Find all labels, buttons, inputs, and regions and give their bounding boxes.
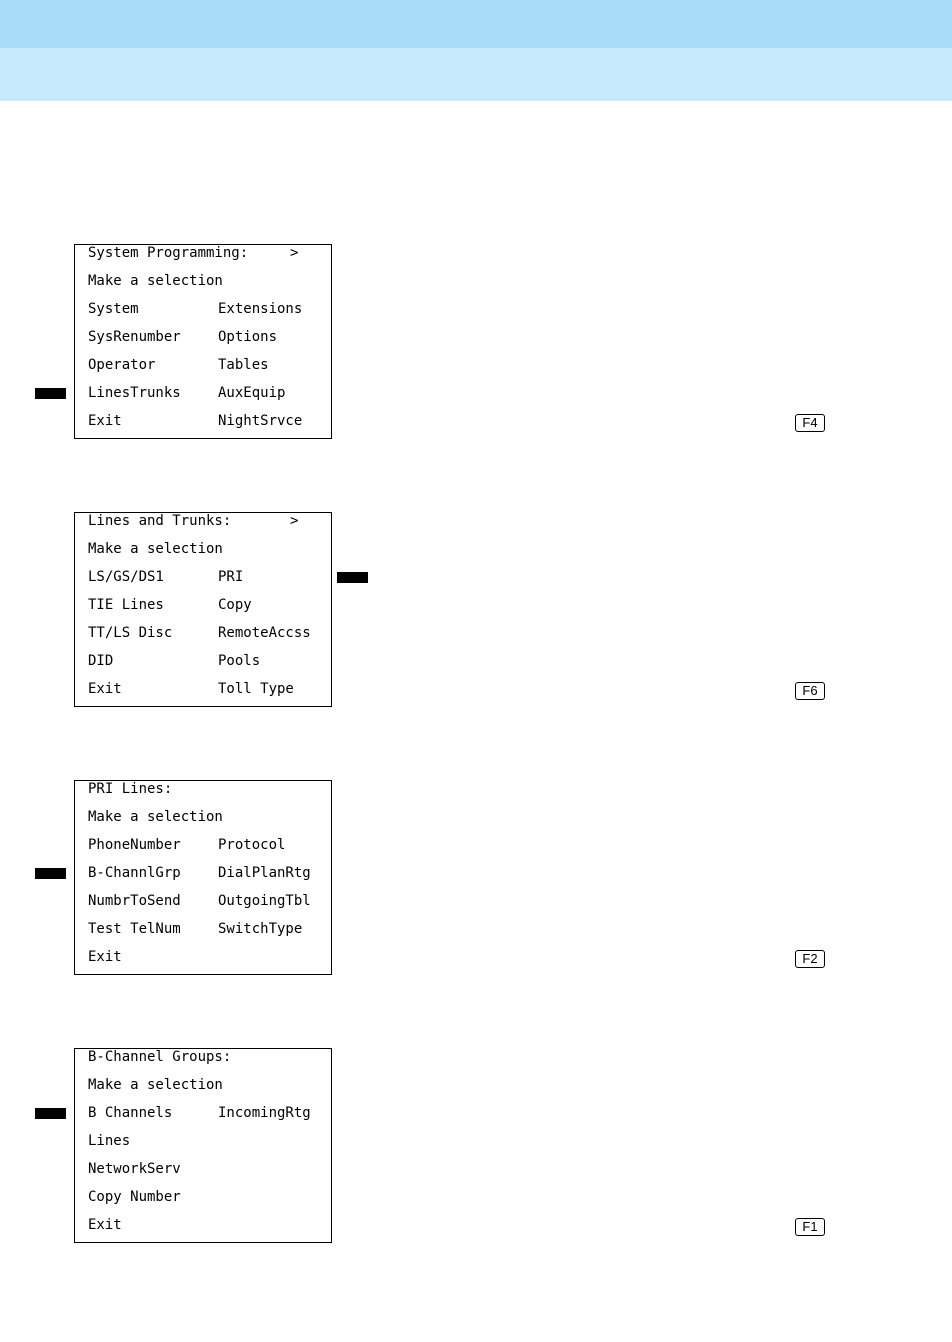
function-key-f4[interactable]: F4	[795, 414, 825, 432]
menu-item-auxequip[interactable]: AuxEquip	[218, 385, 286, 401]
menu-item-switchtype[interactable]: SwitchType	[218, 921, 303, 937]
screen-title-row	[88, 513, 299, 541]
menu-row	[88, 1161, 181, 1189]
menu-item-networkserv[interactable]: NetworkServ	[88, 1161, 181, 1177]
screen-prompt: Make a selection	[88, 541, 223, 557]
menu-row	[88, 597, 252, 625]
screen-title: Lines and Trunks:	[88, 513, 232, 529]
menu-item-toll-type[interactable]: Toll Type	[218, 681, 294, 697]
menu-item-phonenumber[interactable]: PhoneNumber	[88, 837, 181, 853]
menu-item-copy-number[interactable]: Copy Number	[88, 1189, 181, 1205]
menu-row	[88, 329, 278, 357]
menu-item-tables[interactable]: Tables	[218, 357, 269, 373]
menu-row	[88, 653, 261, 681]
menu-item-system[interactable]: System	[88, 301, 139, 317]
menu-item-test-telnum[interactable]: Test TelNum	[88, 921, 181, 937]
screen-title: System Programming:	[88, 245, 249, 261]
prompt-row	[88, 273, 223, 301]
screen-prompt: Make a selection	[88, 273, 223, 289]
menu-row	[88, 1189, 181, 1217]
header-band-top	[0, 0, 952, 48]
more-arrow: >	[290, 513, 299, 529]
menu-item-extensions[interactable]: Extensions	[218, 301, 303, 317]
screen-title-row	[88, 781, 173, 809]
screen-title: PRI Lines:	[88, 781, 173, 797]
menu-item-lines[interactable]: Lines	[88, 1133, 131, 1149]
menu-row	[88, 357, 269, 385]
screen-title: B-Channel Groups:	[88, 1049, 232, 1065]
menu-item-outgoingtbl[interactable]: OutgoingTbl	[218, 893, 311, 909]
menu-row	[88, 625, 311, 653]
menu-item-protocol[interactable]: Protocol	[218, 837, 286, 853]
screen-title-row	[88, 245, 299, 273]
selection-indicator-bar	[35, 388, 66, 399]
menu-row	[88, 1133, 131, 1161]
menu-item-sysrenumber[interactable]: SysRenumber	[88, 329, 181, 345]
menu-item-operator[interactable]: Operator	[88, 357, 156, 373]
prompt-row	[88, 541, 223, 569]
display-screen-pri-lines	[74, 780, 332, 975]
prompt-row	[88, 1077, 223, 1105]
function-key-f2[interactable]: F2	[795, 950, 825, 968]
function-key-f1[interactable]: F1	[795, 1218, 825, 1236]
menu-item-dialplanrtg[interactable]: DialPlanRtg	[218, 865, 311, 881]
menu-row	[88, 949, 122, 977]
menu-item-ls-gs-ds1[interactable]: LS/GS/DS1	[88, 569, 164, 585]
menu-row	[88, 681, 294, 709]
menu-row	[88, 837, 286, 865]
menu-item-exit[interactable]: Exit	[88, 681, 122, 697]
more-arrow: >	[290, 245, 299, 261]
menu-item-exit[interactable]: Exit	[88, 1217, 122, 1233]
menu-item-did[interactable]: DID	[88, 653, 114, 669]
menu-row	[88, 569, 244, 597]
menu-row	[88, 1217, 122, 1245]
selection-indicator-bar	[35, 868, 66, 879]
screen-title-row	[88, 1049, 232, 1077]
menu-item-exit[interactable]: Exit	[88, 413, 122, 429]
display-screen-b-channel-groups	[74, 1048, 332, 1243]
selection-indicator-bar	[35, 1108, 66, 1119]
menu-item-pools[interactable]: Pools	[218, 653, 261, 669]
menu-item-b-channels[interactable]: B Channels	[88, 1105, 173, 1121]
menu-row	[88, 893, 311, 921]
display-screen-system-programming	[74, 244, 332, 439]
menu-row	[88, 865, 311, 893]
function-key-f6[interactable]: F6	[795, 682, 825, 700]
screen-prompt: Make a selection	[88, 809, 223, 825]
menu-item-nightsrvce[interactable]: NightSrvce	[218, 413, 303, 429]
menu-item-tt-ls-disc[interactable]: TT/LS Disc	[88, 625, 173, 641]
menu-item-options[interactable]: Options	[218, 329, 278, 345]
menu-row	[88, 921, 303, 949]
menu-item-linestrunks[interactable]: LinesTrunks	[88, 385, 181, 401]
display-screen-lines-and-trunks	[74, 512, 332, 707]
selection-indicator-bar	[337, 572, 368, 583]
menu-item-pri[interactable]: PRI	[218, 569, 244, 585]
menu-item-tie-lines[interactable]: TIE Lines	[88, 597, 164, 613]
header-band-bottom	[0, 48, 952, 101]
menu-row	[88, 1105, 311, 1133]
menu-item-remoteaccss[interactable]: RemoteAccss	[218, 625, 311, 641]
screen-prompt: Make a selection	[88, 1077, 223, 1093]
menu-item-b-channlgrp[interactable]: B-ChannlGrp	[88, 865, 181, 881]
prompt-row	[88, 809, 223, 837]
menu-item-copy[interactable]: Copy	[218, 597, 252, 613]
menu-row	[88, 385, 286, 413]
menu-row	[88, 301, 303, 329]
menu-item-exit[interactable]: Exit	[88, 949, 122, 965]
menu-item-incomingrtg[interactable]: IncomingRtg	[218, 1105, 311, 1121]
menu-row	[88, 413, 303, 441]
menu-item-numbrtosend[interactable]: NumbrToSend	[88, 893, 181, 909]
